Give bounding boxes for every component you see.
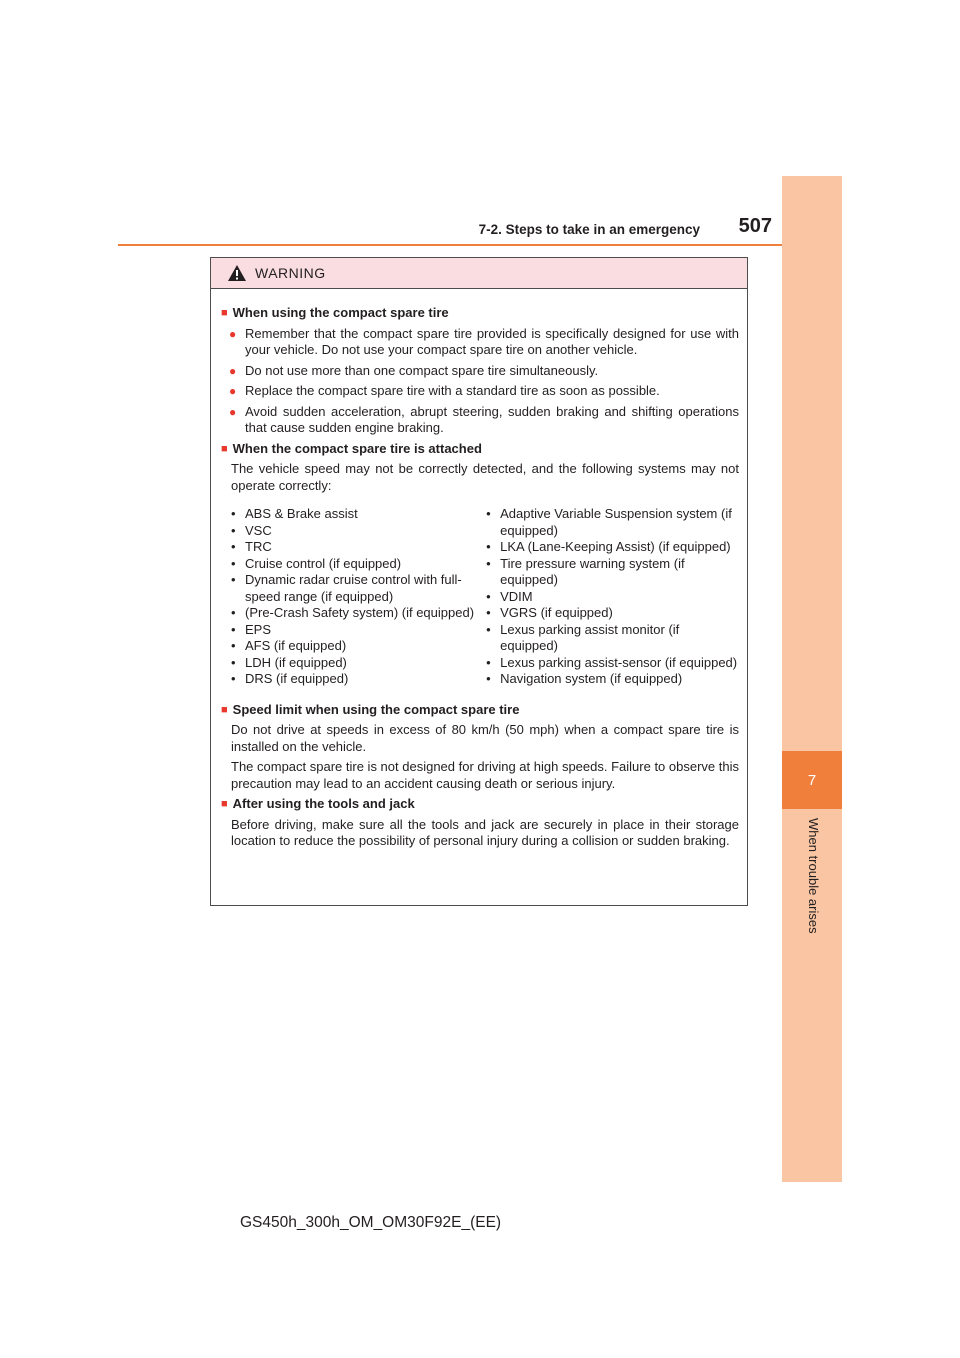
list-item: • EPS [231,621,272,637]
circle-bullet-icon: ● [229,326,237,341]
page-number: 507 [738,215,772,237]
bullet-item: ● Remember that the compact spare tire provided is specifically designed for use with your vehicle. Do not use your compact spare tire on another vehicle. [229,325,739,357]
warning-header [211,258,747,289]
list-item: • LKA (Lane-Keeping Assist) (if equipped) [486,539,731,554]
square-bullet-icon: ■ [221,703,228,716]
list-item: • (Pre-Crash Safety system) (if equipped) [231,605,475,620]
chapter-side-tab [782,176,842,1182]
systems-list-left [231,506,476,688]
paragraph: The compact spare tire is not designed for driving at high speeds. Failure to observe this precaution may lead to an accident causing death or serious injury. [231,759,739,791]
circle-bullet-icon: ● [229,384,237,398]
warning-triangle-icon [227,264,247,282]
list-item: • VSC [231,522,272,538]
list-item: • LDH (if equipped) [231,654,347,670]
section-title: 7-2. Steps to take in an emergency [478,222,700,237]
list-item: • DRS (if equipped) [231,671,349,686]
systems-list [231,506,739,688]
list-item: • Lexus parking assist monitor (if equipped) [486,621,680,653]
bullet-item: ● Avoid sudden acceleration, abrupt steering, sudden braking and shifting operations that cause sudden engine braking. [229,403,739,435]
square-bullet-icon: ■ [221,798,228,810]
systems-list-right [486,506,739,688]
paragraph: Do not drive at speeds in excess of 80 km/h (50 mph) when a compact spare tire is installed on the vehicle. [231,722,739,754]
section-heading: ■ When using the compact spare tire [221,305,449,320]
list-item: • Tire pressure warning system (if equipped) [486,555,685,587]
section-heading: ■ When the compact spare tire is attached [221,440,482,456]
paragraph: Before driving, make sure all the tools and jack are securely in place in their storage location to reduce the possibility of personal injury during a collision or sudden braking. [231,816,739,848]
warning-body [211,289,747,850]
page-header [118,214,782,246]
list-item: • Navigation system (if equipped) [486,671,683,686]
list-item: • AFS (if equipped) [231,638,347,653]
list-item: • Lexus parking assist-sensor (if equipped) [486,654,738,670]
warning-title: WARNING [255,265,326,281]
circle-bullet-icon: ● [229,404,237,419]
section-heading: ■ Speed limit when using the compact spare tire [221,701,520,717]
list-item: • Adaptive Variable Suspension system (if equipped) [486,506,732,538]
warning-box [210,257,748,906]
circle-bullet-icon: ● [229,363,237,378]
list-item: • ABS & Brake assist [231,506,358,521]
bullet-item: ● Do not use more than one compact spare tire simultaneously. [229,362,599,378]
list-item: • VGRS (if equipped) [486,605,613,620]
footer-doc-code: GS450h_300h_OM_OM30F92E_(EE) [240,1214,502,1231]
list-item: • Cruise control (if equipped) [231,555,402,571]
chapter-number: 7 [782,751,842,809]
square-bullet-icon: ■ [221,442,228,455]
paragraph: The vehicle speed may not be correctly detected, and the following systems may not operate correctly: [231,461,739,493]
list-item: • TRC [231,539,272,554]
section-heading: ■ After using the tools and jack [221,796,415,811]
list-item: • Dynamic radar cruise control with full-speed range (if equipped) [231,572,462,604]
chapter-title: When trouble arises [806,818,821,934]
bullet-item: ● Replace the compact spare tire with a standard tire as soon as possible. [229,383,660,398]
square-bullet-icon: ■ [221,307,228,319]
list-item: • VDIM [486,588,533,604]
